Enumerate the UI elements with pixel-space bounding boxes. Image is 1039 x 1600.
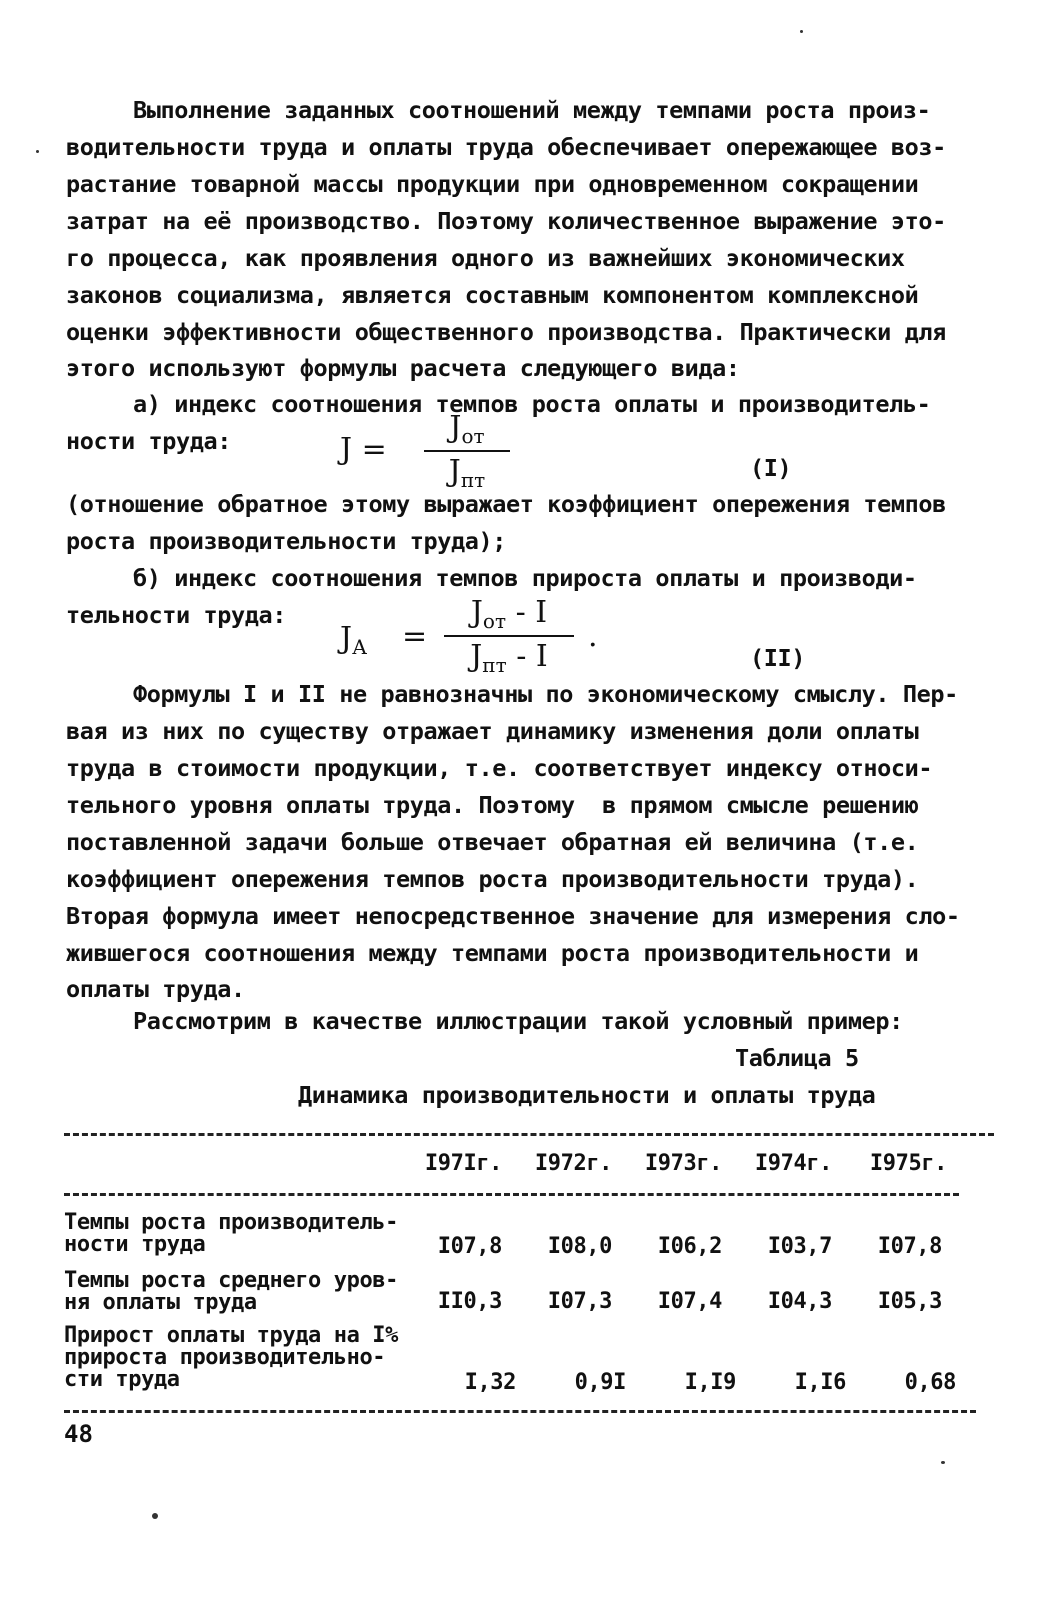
table-row-label: ня оплаты труда [64,1290,257,1315]
formula-2 [340,595,630,685]
table-header-cell: I972г. [534,1151,612,1176]
formula-2-numerator: $J_{от}$ - I [470,595,548,633]
table-cell: I07,8 [437,1234,502,1259]
text-line: Вторая формула имеет непосредственное значение для измерения сло- [66,902,960,930]
text-line: Рассмотрим в качестве иллюстрации такой условный пример: [133,1007,903,1035]
text-line: поставленной задачи больше отвечает обратная ей величина (т.е. [66,828,919,856]
text-line: вая из них по существу отражает динамику изменения доли оплаты [66,717,919,745]
text-line: б) индекс соотношения темпов прироста оплаты и производи- [133,564,917,592]
page-number: 48 [64,1420,93,1448]
table-cell: I,I9 [684,1370,736,1395]
text-line: водительности труда и оплаты труда обеспечивает опережающее воз- [66,133,946,161]
formula-1-fraction [424,410,510,492]
text-line: а) индекс соотношения темпов роста оплаты и производитель- [133,390,931,418]
text-line: тельности труда: [66,601,286,629]
table-cell: I04,3 [767,1289,832,1314]
table-cell: I08,0 [547,1234,612,1259]
text-line: оплаты труда. [66,975,245,1003]
table-cell: I06,2 [657,1234,722,1259]
table-cell: 0,9I [574,1370,626,1395]
table-cell: I,I6 [794,1370,846,1395]
formula-1-label: (I) [750,454,792,482]
table-cell: I07,8 [877,1234,942,1259]
text-line: труда в стоимости продукции, т.е. соответствует индексу относи- [66,754,933,782]
formula-1-lhs: J = [340,432,387,467]
formula-2-dot: . [588,619,598,654]
text-line: законов социализма, является составным компонентом комплексной [66,281,919,309]
table-header-cell: I975г. [869,1151,947,1176]
table-rule-top [64,1133,994,1136]
scan-speck [152,1513,158,1519]
text-line: жившегося соотношения между темпами роста производительности и [66,939,919,967]
table-cell: I07,3 [547,1289,612,1314]
table-row-label: Темпы роста производитель- [64,1210,398,1235]
formula-1-numerator: $J_{от}$ [449,410,485,448]
table-rule-bottom [64,1410,976,1413]
table-row-label: Темпы роста среднего уров- [64,1268,398,1293]
text-line: этого используют формулы расчета следующего вида: [66,354,740,382]
table-number: Таблица 5 [735,1044,859,1072]
text-line: оценки эффективности общественного производства. Практически для [66,318,946,346]
table-title: Динамика производительности и оплаты труда [298,1081,876,1109]
table-cell: I07,4 [657,1289,722,1314]
table-header-cell: I974г. [754,1151,832,1176]
table-row-label: прироста производительно- [64,1345,386,1370]
text-line: Выполнение заданных соотношений между темпами роста произ- [133,96,931,124]
table-header-cell: I973г. [644,1151,722,1176]
text-line: (отношение обратное этому выражает коэффициент опережения темпов [66,490,946,518]
formula-2-label: (II) [750,644,805,672]
table-cell: I03,7 [767,1234,832,1259]
formula-2-denominator: $J_{пт}$ - I [470,639,548,677]
scan-speck [36,150,39,153]
fraction-bar [444,635,574,637]
table-row-label: ности труда [64,1232,206,1257]
text-line: го процесса, как проявления одного из важнейших экономических [66,244,905,272]
table-cell: 0,68 [904,1370,956,1395]
table-cell: I,32 [464,1370,516,1395]
formula-2-equals: = [402,619,428,654]
text-line: тельного уровня оплаты труда. Поэтому в прямом смысле решению [66,791,919,819]
text-line: роста производительности труда); [66,527,506,555]
text-line: ности труда: [66,427,231,455]
table-row-label: сти труда [64,1367,180,1392]
text-line: коэффициент опережения темпов роста производительности труда). [66,865,919,893]
table-header-cell: I97Iг. [424,1151,502,1176]
table-rule-header [64,1193,959,1196]
text-line: затрат на её производство. Поэтому количественное выражение это- [66,207,946,235]
table-cell: I05,3 [877,1289,942,1314]
fraction-bar [424,450,510,452]
formula-2-fraction [444,595,574,677]
table-row-label: Прирост оплаты труда на I% [64,1323,398,1348]
scan-speck [941,1461,945,1464]
text-line: растание товарной массы продукции при одновременном сокращении [66,170,919,198]
table-cell: II0,3 [437,1289,502,1314]
text-line: Формулы I и II не равнозначны по экономическому смыслу. Пер- [133,680,958,708]
scan-speck [800,30,803,33]
formula-1 [340,410,720,490]
formula-1-denominator: $J_{пт}$ [448,454,486,492]
formula-2-lhs: $J_А$ [340,621,368,659]
